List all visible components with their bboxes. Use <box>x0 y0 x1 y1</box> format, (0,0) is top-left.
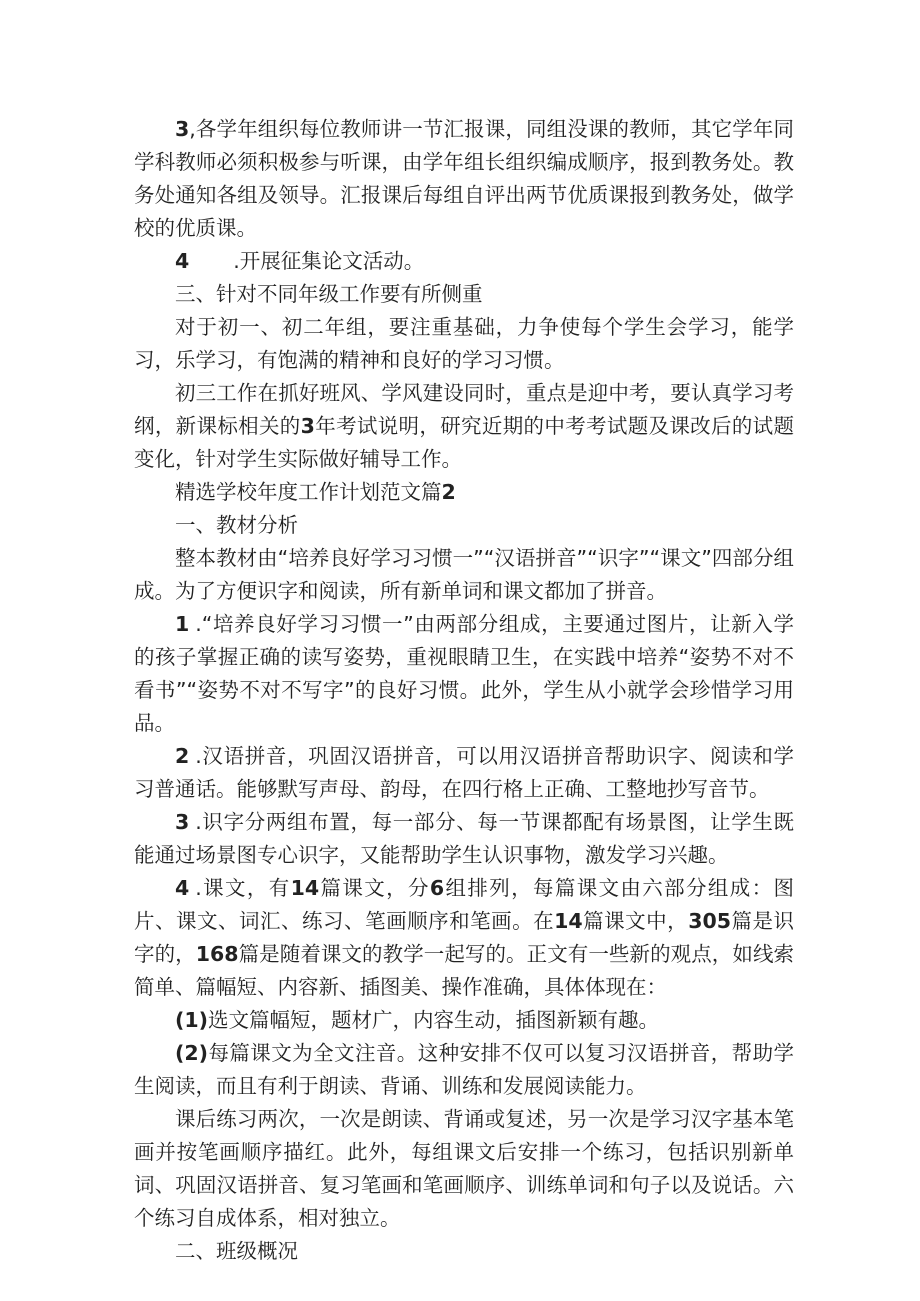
paragraph-report-class <box>134 113 794 245</box>
paragraph-pinyin <box>134 740 794 806</box>
paragraph-textbook-overview: 整本教材由“培养良好学习习惯一”“汉语拼音”“识字”“课文”四部分组成。为了方便识字和阅读，所有新单词和课文都加了拼音。 <box>134 546 794 603</box>
paragraph-text: 篇是识字的， <box>134 909 795 966</box>
inline-number: 14 <box>554 909 583 933</box>
section-heading-grade-focus: 三、针对不同年级工作要有所侧重 <box>175 282 483 306</box>
paragraph-item-1 <box>134 1004 794 1037</box>
inline-number: 3 <box>300 414 315 438</box>
paragraph-text: .“培养良好学习习惯一”由两部分组成，主要通过图片，让新入学的孩子掌握正确的读写姿势，重视眼睛卫生，在实践中培养“姿势不对不看书”“姿势不对不写字”的良好习惯。此外，学生从小就学会珍惜学习用品。 <box>134 612 794 735</box>
paragraph-text: 组排列，每篇课文由六部分组成：图片、课文、词汇、练习、笔画顺序和笔画。在 <box>134 876 794 933</box>
list-number: 3 <box>175 117 190 141</box>
paragraph-item-2 <box>134 1037 794 1103</box>
paragraph-text: .识字分两组布置，每一部分、每一节课都配有场景图，让学生既能通过场景图专心识字，又能帮助学生认识事物，激发学习兴趣。 <box>134 810 794 867</box>
paragraph-literacy <box>134 806 794 872</box>
list-number: 4 <box>175 876 190 900</box>
paragraph-text: ,各学年组织每位教师讲一节汇报课，同组没课的教师，其它学年同学科教师必须积极参与听课，由学年组长组织编成顺序，报到教务处。教务处通知各组及领导。汇报课后每组自评出两节优质课报到教务处，做学校的优质课。 <box>134 117 794 240</box>
paragraph-grade-3 <box>134 377 794 476</box>
section-heading-class-overview: 二、班级概况 <box>175 1239 298 1263</box>
paragraph-text: 初三工作在抓好班风、学风建设同时，重点是迎中考，要认真学习考纲，新课标相关的 <box>134 381 794 438</box>
document-body <box>134 113 794 1268</box>
list-number: 2 <box>175 744 190 768</box>
paragraph-grade-1-2: 对于初一、初二年组，要注重基础，力争使每个学生会学习，能学习，乐学习，有饱满的精神和良好的学习习惯。 <box>134 315 794 372</box>
list-number: (1) <box>175 1008 209 1032</box>
list-number: 3 <box>175 810 190 834</box>
list-number: 1 <box>175 612 190 636</box>
inline-number: 305 <box>688 909 731 933</box>
paragraph-text: 篇课文中， <box>582 909 689 933</box>
paragraph-text: .开展征集论文活动。 <box>233 249 425 273</box>
paragraph-lessons <box>134 872 794 1004</box>
paragraph-essay-activity <box>134 245 794 278</box>
inline-number: 6 <box>429 876 445 900</box>
title-text: 精选学校年度工作计划范文篇 <box>175 480 442 504</box>
section-heading-textbook-analysis: 一、教材分析 <box>175 513 298 537</box>
paragraph-exercises: 课后练习两次，一次是朗读、背诵或复述，另一次是学习汉字基本笔画并按笔画顺序描红。此外，每组课文后安排一个练习，包括识别新单词、巩固汉语拼音、复习笔画和笔画顺序、训练单词和句子以及说话。六个练习自成体系，相对独立。 <box>134 1107 794 1230</box>
list-number: 4 <box>175 249 190 273</box>
paragraph-text: .汉语拼音，巩固汉语拼音，可以用汉语拼音帮助识字、阅读和学习普通话。能够默写声母、韵母，在四行格上正确、工整地抄写音节。 <box>134 744 794 801</box>
article-title <box>134 476 794 509</box>
paragraph-text: 每篇课文为全文注音。这种安排不仅可以复习汉语拼音，帮助学生阅读，而且有利于朗读、背诵、训练和发展阅读能力。 <box>134 1041 794 1098</box>
paragraph-text: 选文篇幅短，题材广，内容生动，插图新颖有趣。 <box>208 1008 660 1032</box>
paragraph-text: 年考试说明，研究近期的中考考试题及课改后的试题变化，针对学生实际做好辅导工作。 <box>134 414 794 471</box>
paragraph-habits <box>134 608 794 740</box>
paragraph-text: 篇课文，分 <box>319 876 430 900</box>
paragraph-text: 篇是随着课文的教学一起写的。正文有一些新的观点，如线索简单、篇幅短、内容新、插图美、操作准确，具体体现在： <box>134 942 795 999</box>
list-number: (2) <box>175 1041 209 1065</box>
inline-number: 14 <box>290 876 320 900</box>
inline-number: 168 <box>195 942 239 966</box>
paragraph-text: .课文，有 <box>195 876 291 900</box>
title-number: 2 <box>441 480 456 504</box>
